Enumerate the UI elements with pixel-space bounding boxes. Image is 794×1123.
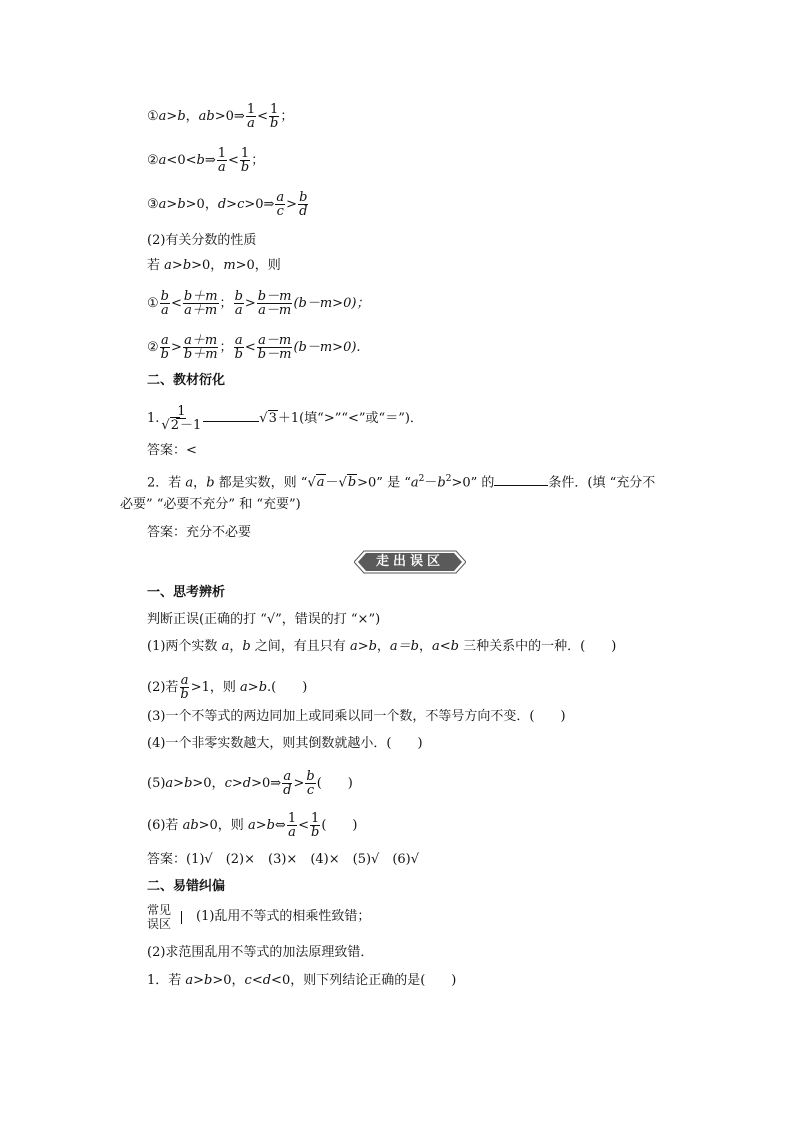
item-number: ① — [147, 296, 159, 311]
lt-zero-lt: <0< — [166, 153, 197, 168]
numerator: a — [180, 673, 189, 688]
denominator: a — [234, 303, 243, 318]
middle-text: >0” 的 — [451, 475, 495, 491]
var-a: a — [164, 258, 172, 273]
answer-blank — [494, 473, 548, 486]
fraction — [179, 674, 189, 701]
lt-sign: < — [257, 109, 268, 124]
gt-zero-implies: >0⇒ — [244, 197, 275, 212]
middle-text: >0⇒ — [251, 776, 282, 791]
property-item-2 — [147, 147, 264, 174]
question-3 — [147, 972, 456, 990]
fraction — [217, 147, 227, 174]
answer-2: 答案：充分不必要 — [147, 525, 252, 540]
fraction — [257, 334, 293, 361]
fraction — [310, 812, 320, 839]
fraction — [240, 147, 250, 174]
comma: ， — [229, 639, 243, 654]
sqrt-radicand: 3 — [268, 411, 277, 426]
condition: (b－m>0)； — [293, 296, 370, 311]
property-item-1 — [147, 103, 293, 130]
subsection-title: (2)有关分数的性质 — [147, 233, 257, 248]
semicolon: ； — [251, 153, 265, 168]
prefix: 1．若 — [147, 973, 186, 988]
gt-sign: > — [286, 197, 298, 212]
prefix: (2)若 — [147, 680, 179, 695]
error-item-1: (1)乱用不等式的相乘性致错； — [196, 909, 371, 924]
fraction — [160, 405, 202, 432]
middle-text: >0， — [212, 973, 245, 988]
error-item-2: (2)求范围乱用不等式的加法原理致错． — [147, 945, 374, 960]
suffix: 三种关系中的一种．( ) — [458, 639, 617, 654]
relation: a＝b — [389, 639, 419, 654]
prefix: (5) — [147, 776, 166, 791]
fraction — [234, 334, 244, 361]
answer-3: 答案：(1)√ (2)× (3)× (4)× (5)√ (6)√ — [147, 852, 420, 867]
relation: a>b — [349, 639, 377, 654]
var-m: m — [223, 258, 236, 273]
comma: ， — [419, 639, 433, 654]
prefix: (1)两个实数 — [147, 639, 222, 654]
lt-sign: < — [170, 296, 182, 311]
minus-sign: － — [424, 475, 438, 491]
relation: c>d — [224, 776, 252, 791]
fraction — [183, 334, 219, 361]
lt-sign: < — [244, 340, 256, 355]
answer-1: 答案：< — [147, 443, 197, 458]
var-b: b — [206, 475, 215, 491]
fraction — [269, 103, 279, 130]
gt-sign: > — [171, 258, 183, 273]
numerator: 1 — [287, 811, 297, 826]
numerator: 1 — [240, 146, 250, 161]
semicolon: ； — [219, 340, 233, 355]
semicolon: ； — [280, 109, 294, 124]
denominator: c — [306, 783, 315, 798]
denominator: a－m — [258, 303, 292, 318]
sqrt-radicand: a — [316, 475, 325, 491]
lt-sign: < — [228, 153, 239, 168]
var-a: a — [158, 197, 167, 212]
section-banner — [354, 550, 466, 574]
denominator: b — [160, 347, 169, 362]
numerator: 1 — [311, 811, 320, 826]
judge-item-4: (4)一个非零实数越大，则其倒数就越小．( ) — [147, 736, 423, 751]
prefix: (6)若 — [147, 818, 183, 833]
var-b: b — [196, 153, 205, 168]
denominator: b — [180, 687, 189, 702]
denominator: a — [247, 116, 255, 131]
denominator: d — [299, 204, 308, 219]
relation: a>b — [240, 680, 268, 695]
var-ab: ab — [198, 109, 215, 124]
numerator: b — [306, 769, 315, 784]
question-2: 2．若 a，b 都是实数，则 “√a－√b>0” 是 “$a^2-b^2>0$” 的 条件．(填 “充分不 — [147, 474, 656, 491]
sqrt-radicand: b — [347, 475, 357, 491]
common-errors-label — [147, 903, 171, 931]
fraction — [160, 290, 170, 317]
middle-text: >0， — [192, 776, 225, 791]
denominator: a — [160, 303, 169, 318]
question-tail: 条件．(填 “充分不 — [548, 475, 656, 491]
question-2-line-2: 必要” “必要不充分” 和 “充要”) — [120, 497, 301, 512]
var-b: b — [177, 109, 186, 124]
question-tail: ＋1(填“>”“<”或“＝”)． — [277, 411, 423, 426]
exponent: 2 — [445, 474, 452, 484]
label-line: 误区 — [147, 917, 172, 931]
question-number: 1. — [147, 411, 160, 426]
fraction — [234, 290, 244, 317]
condition-line — [147, 257, 281, 275]
answer-blank — [203, 409, 259, 422]
var-a: a — [410, 475, 419, 491]
gt-sign: > — [166, 197, 178, 212]
fraction — [160, 334, 170, 361]
var-b: b — [182, 258, 192, 273]
numerator: a — [276, 190, 285, 205]
middle-text: >0” 是 “ — [357, 475, 411, 491]
denominator: b－m — [257, 347, 292, 362]
fraction — [298, 191, 308, 218]
numerator: 1 — [217, 146, 226, 161]
denominator: b — [270, 116, 279, 131]
judge-item-6 — [147, 812, 357, 839]
denominator: b — [240, 160, 250, 175]
judge-item-1 — [147, 638, 616, 656]
gt-sign: > — [226, 197, 238, 212]
suffix: >0，则 — [235, 258, 281, 273]
gt-sign: > — [293, 776, 305, 791]
suffix: ( ) — [316, 776, 353, 791]
comma: ， — [376, 639, 390, 654]
comma: ， — [185, 109, 199, 124]
var-b: b — [242, 639, 251, 654]
divider — [181, 911, 182, 924]
var-c: c — [237, 197, 245, 212]
denominator: a＋m — [184, 303, 218, 318]
numerator: b－m — [257, 289, 292, 304]
question-1: 1. $\frac{1}{√2-1}$ √3＋1(填“>”“<”或“＝”)． — [147, 404, 423, 433]
relation: c<d — [244, 973, 272, 988]
prefix: 若 — [147, 258, 165, 273]
semicolon: ； — [219, 296, 233, 311]
fraction — [257, 290, 293, 317]
suffix: ( ) — [321, 818, 358, 833]
fraction-property-1 — [147, 290, 369, 317]
var-ab: ab — [182, 818, 199, 833]
gt-sign: > — [166, 109, 178, 124]
numerator: a — [160, 333, 169, 348]
numerator: b — [160, 289, 169, 304]
lt-sign: < — [298, 818, 309, 833]
gt-sign: > — [170, 340, 182, 355]
fraction — [275, 191, 285, 218]
comma: ， — [193, 475, 207, 491]
var-b: b — [177, 197, 186, 212]
item-number: ② — [147, 153, 159, 168]
denominator: c — [276, 204, 284, 219]
relation: a<b — [432, 639, 459, 654]
middle-text: 之间，有且只有 — [250, 639, 350, 654]
banner-title: 走出误区 — [375, 554, 444, 569]
item-number: ① — [147, 109, 159, 124]
middle-text: 都是实数，则 “ — [214, 475, 308, 491]
fraction — [183, 290, 219, 317]
suffix: <0，则下列结论正确的是( ) — [271, 973, 457, 988]
numerator: a＋m — [184, 333, 218, 348]
denominator: a — [288, 825, 296, 840]
var-a: a — [158, 153, 167, 168]
judge-item-5 — [147, 770, 353, 797]
gt-zero: >0， — [185, 197, 218, 212]
var-d: d — [217, 197, 227, 212]
denominator: b — [311, 825, 320, 840]
numerator: 1 — [270, 102, 279, 117]
fraction — [305, 770, 315, 797]
iff-arrow: ⇔ — [274, 818, 286, 833]
denominator: d — [283, 783, 292, 798]
prefix: 2．若 — [147, 475, 186, 491]
section-heading-errors: 二、易错纠偏 — [147, 879, 226, 894]
numerator: a－m — [258, 333, 292, 348]
middle-text: >0，则 — [198, 818, 248, 833]
judge-item-2 — [147, 674, 307, 701]
numerator: b＋m — [183, 289, 218, 304]
var-b: b — [437, 475, 446, 491]
item-number: ② — [147, 340, 159, 355]
gt-sign: > — [244, 296, 256, 311]
suffix: .( ) — [267, 680, 308, 695]
numerator: a — [283, 769, 292, 784]
fraction — [287, 812, 297, 839]
judge-instruction: 判断正误(正确的打 “√”，错误的打 “×”) — [147, 612, 381, 627]
fraction — [282, 770, 292, 797]
gt-zero-implies: >0⇒ — [214, 109, 245, 124]
condition: (b－m>0). — [293, 340, 361, 355]
middle-text: >1，则 — [190, 680, 241, 695]
section-heading-textbook: 二、教材衍化 — [147, 373, 226, 388]
var-a: a — [221, 639, 230, 654]
var-a: a — [185, 475, 194, 491]
fraction — [246, 103, 256, 130]
numerator: b — [299, 190, 308, 205]
relation: a>b — [165, 776, 193, 791]
section-heading-thinking: 一、思考辨析 — [147, 585, 226, 600]
fraction-property-2 — [147, 334, 361, 361]
numerator: a — [234, 333, 243, 348]
numerator: 1 — [177, 404, 186, 419]
numerator: b — [234, 289, 243, 304]
gt-zero: >0， — [191, 258, 224, 273]
var-a: a — [158, 109, 167, 124]
relation: a>b — [185, 973, 213, 988]
minus-sign: － — [325, 475, 339, 491]
property-item-3 — [147, 191, 309, 218]
label-line: 常见 — [147, 903, 172, 917]
sqrt-radicand: 2 — [170, 418, 179, 433]
common-errors-row — [147, 903, 370, 931]
relation: a>b — [247, 818, 275, 833]
judge-item-3: (3)一个不等式的两边同加上或同乘以同一个数，不等号方向不变．( ) — [147, 709, 566, 724]
denominator: b＋m — [183, 347, 218, 362]
minus-one: －1 — [179, 418, 202, 433]
exponent: 2 — [418, 474, 425, 484]
denominator: b — [234, 347, 243, 362]
numerator: 1 — [246, 102, 256, 117]
denominator: a — [217, 160, 226, 175]
implies-arrow: ⇒ — [204, 153, 216, 168]
denominator: √2－1 — [161, 418, 202, 433]
item-number: ③ — [147, 197, 159, 212]
